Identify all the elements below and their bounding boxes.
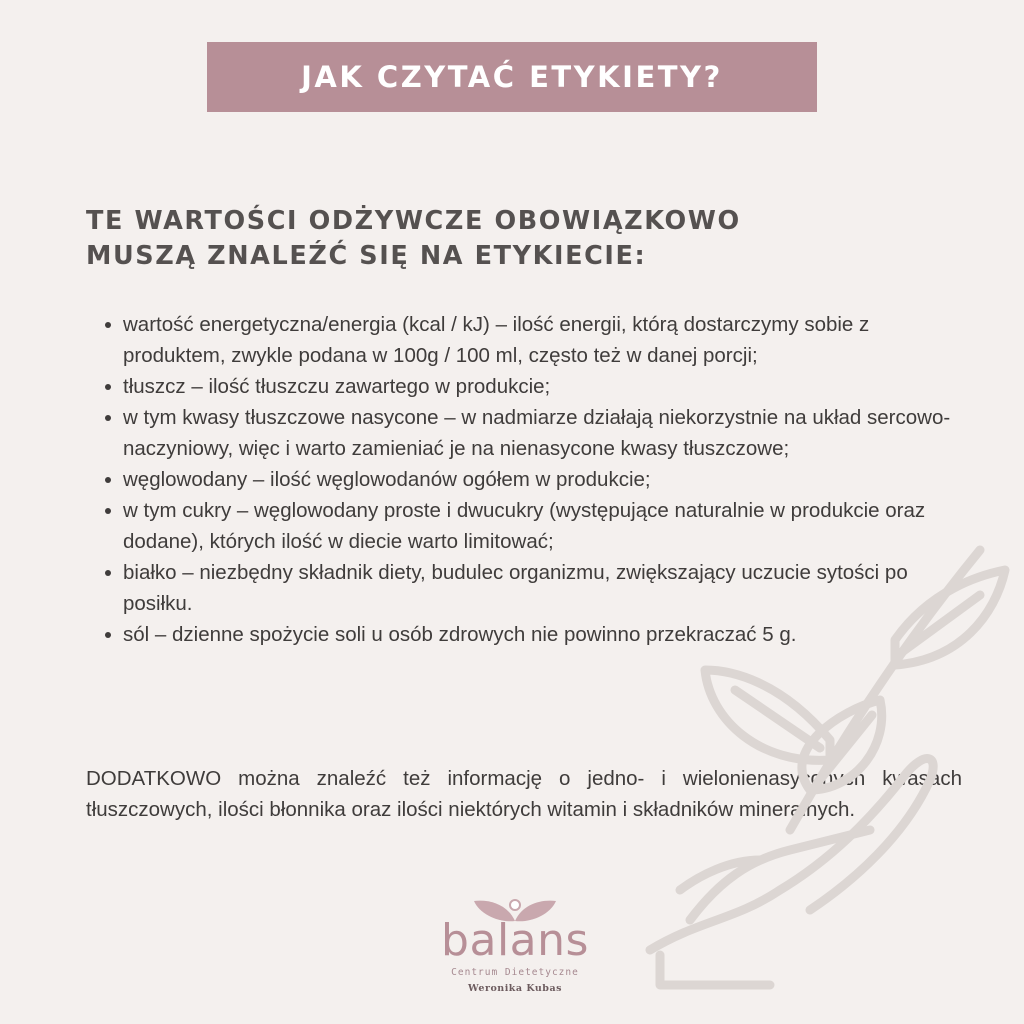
logo [430,893,600,1003]
bullet-icon [105,477,111,483]
bullet-icon [105,570,111,576]
section-heading-line-2: MUSZĄ ZNALEŹĆ SIĘ NA ETYKIECIE: [86,241,647,271]
title-banner [207,42,817,112]
section-heading-line-1: TE WARTOŚCI ODŻYWCZE OBOWIĄZKOWO [86,206,741,236]
list-item: sól – dzienne spożycie soli u osób zdrowych nie powinno przekraczać 5 g. [105,619,965,650]
list-item: w tym cukry – węglowodany proste i dwucukry (występujące naturalnie w produkcie oraz dodane), których ilość w diecie warto limitować; [105,495,965,557]
list-item: w tym kwasy tłuszczowe nasycone – w nadmiarze działają niekorzystnie na układ sercowo-naczyniowy, więc i warto zamieniać je na nienasycone kwasy tłuszczowe; [105,402,965,464]
list-item: węglowodany – ilość węglowodanów ogółem w produkcie; [105,464,965,495]
bullet-icon [105,322,111,328]
logo-author: Weronika Kubas [468,983,562,994]
list-item: białko – niezbędny składnik diety, budulec organizmu, zwiększający uczucie sytości po posiłku. [105,557,965,619]
bullet-icon [105,508,111,514]
list-item: wartość energetyczna/energia (kcal / kJ) – ilość energii, którą dostarczymy sobie z produktem, zwykle podana w 100g / 100 ml, często też w danej porcji; [105,309,965,371]
bullet-icon [105,384,111,390]
section-heading [86,204,906,274]
hand-holding-leaves-icon [640,530,1020,990]
bullet-icon [105,632,111,638]
logo-brand: balans [441,915,589,966]
page-title: JAK CZYTAĆ ETYKIETY? [301,60,723,94]
logo-subtitle: Centrum Dietetyczne [451,967,579,978]
additional-info-paragraph: DODATKOWO można znaleźć też informację o jedno- i wielonienasyconych kwasach tłuszczowych, ilości błonnika oraz ilości niektórych witamin i składników mineralnych. [86,767,962,821]
list-item: tłuszcz – ilość tłuszczu zawartego w produkcie; [105,371,965,402]
bullet-icon [105,415,111,421]
